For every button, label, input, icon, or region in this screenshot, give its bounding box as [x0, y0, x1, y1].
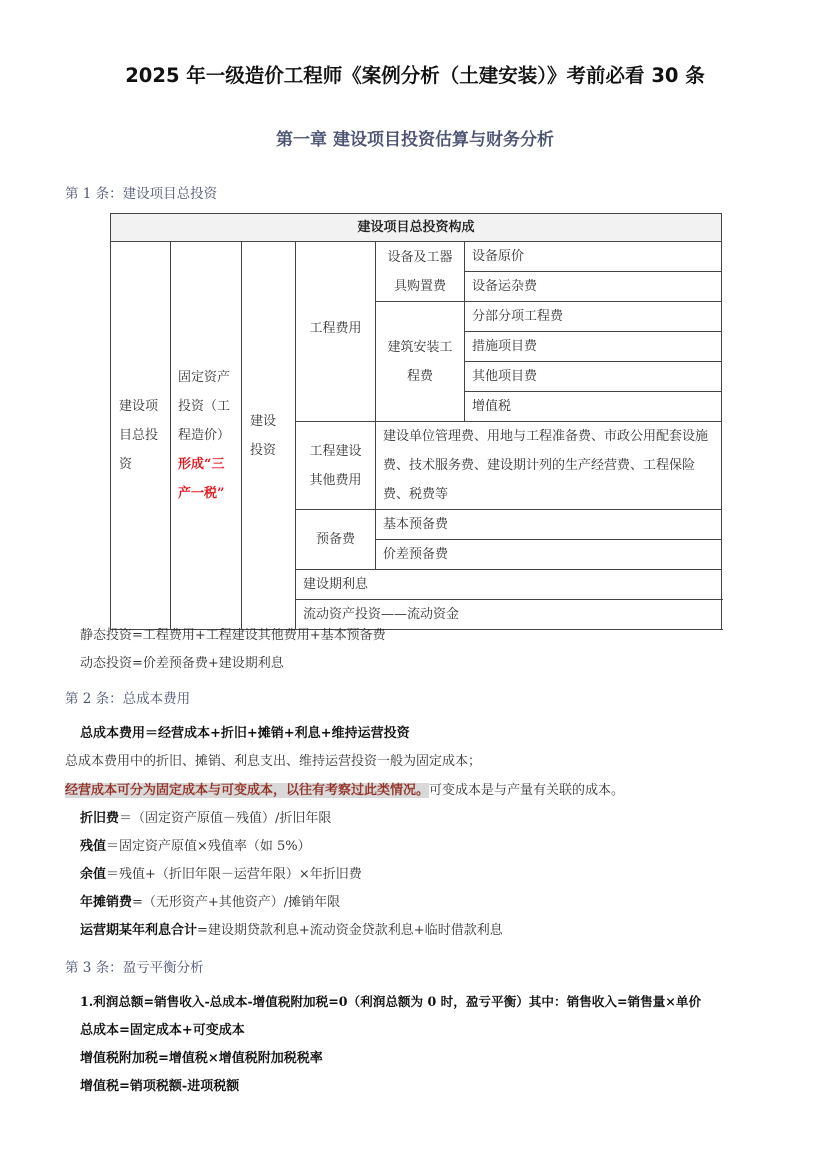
break-even-line-4: 增值税=销项税额-进项税额 — [80, 1079, 240, 1094]
document-title: 2025 年一级造价工程师《案例分析（土建安装）》考前必看 30 条 — [125, 64, 705, 87]
formula-term: 运营期某年利息合计 — [80, 923, 198, 938]
cell-equipment-purchase: 设备及工器具购置费 — [376, 242, 465, 302]
cell-other-cost-detail: 建设单位管理费、用地与工程准备费、市政公用配套设施费、技术服务费、建设期计列的生产经营费、工程保险费、税费等 — [376, 422, 722, 510]
formula-residual-value — [80, 835, 311, 854]
fixed-asset-red-text: 形成“三产一税” — [178, 457, 225, 501]
static-investment-formula: 静态投资=工程费用+工程建设其他费用+基本预备费 — [80, 628, 386, 643]
cell-construction-install: 建筑安装工程费 — [376, 302, 465, 422]
dynamic-investment-formula: 动态投资=价差预备费+建设期利息 — [80, 656, 284, 671]
table-header: 建设项目总投资构成 — [111, 214, 722, 242]
total-cost-formula: 总成本费用＝经营成本+折旧+摊销+利息+维持运营投资 — [80, 726, 410, 741]
cell-construction-investment: 建设投资 — [242, 242, 296, 630]
formula-amortization — [80, 891, 340, 910]
highlighted-note: 经营成本可分为固定成本与可变成本，以往有考察过此类情况。 — [65, 783, 430, 798]
cell-sub-item-cost: 分部分项工程费 — [465, 302, 722, 332]
cost-split-note — [65, 779, 624, 798]
investment-composition-table — [110, 213, 722, 630]
cell-measures-cost: 措施项目费 — [465, 332, 722, 362]
formula-depreciation — [80, 807, 331, 826]
fixed-cost-note: 总成本费用中的折旧、摊销、利息支出、维持运营投资一般为固定成本； — [65, 754, 482, 769]
cell-construction-interest: 建设期利息 — [296, 570, 722, 600]
section-3-heading: 第 3 条：盈亏平衡分析 — [65, 960, 204, 976]
formula-expression: ＝（固定资产原值－残值）/折旧年限 — [119, 811, 332, 826]
formula-term: 折旧费 — [80, 811, 120, 826]
formula-expression: ＝残值+（折旧年限－运营年限）×年折旧费 — [106, 867, 362, 882]
cell-equipment-freight: 设备运杂费 — [465, 272, 722, 302]
formula-remaining-value — [80, 863, 362, 882]
section-2-heading: 第 2 条：总成本费用 — [65, 691, 191, 707]
formula-term: 残值 — [80, 839, 107, 854]
formula-interest-total — [80, 919, 503, 938]
cell-other-items-cost: 其他项目费 — [465, 362, 722, 392]
cell-vat: 增值税 — [465, 392, 722, 422]
formula-term: 年摊销费 — [80, 895, 133, 910]
fixed-asset-text: 固定资产投资（工程造价） — [178, 370, 231, 443]
formula-expression: =建设期贷款利息+流动资金贷款利息+临时借款利息 — [197, 923, 503, 938]
formula-expression: =（无形资产+其他资产）/摊销年限 — [132, 895, 341, 910]
cell-basic-contingency: 基本预备费 — [376, 510, 722, 540]
cell-fixed-asset-investment — [171, 242, 242, 630]
break-even-line-1: 1.利润总额=销售收入-总成本-增值税附加税=0（利润总额为 0 时，盈亏平衡）其中：销售收入=销售量×单价 — [80, 994, 702, 1009]
cell-working-capital: 流动资产投资——流动资金 — [296, 600, 722, 630]
break-even-line-2: 总成本=固定成本+可变成本 — [80, 1023, 245, 1038]
variable-cost-note: 可变成本是与产量有关联的成本。 — [429, 783, 625, 798]
formula-term: 余值 — [80, 867, 107, 882]
section-1-heading: 第 1 条：建设项目总投资 — [65, 186, 218, 202]
formula-expression: ＝固定资产原值×残值率（如 5%） — [106, 839, 311, 854]
cell-equipment-original-price: 设备原价 — [465, 242, 722, 272]
cell-total-investment: 建设项目总投资 — [111, 242, 171, 630]
chapter-heading: 第一章 建设项目投资估算与财务分析 — [276, 130, 554, 150]
cell-price-contingency: 价差预备费 — [376, 540, 722, 570]
cell-contingency: 预备费 — [296, 510, 376, 570]
cell-engineering-cost: 工程费用 — [296, 242, 376, 422]
cell-other-construction-cost: 工程建设其他费用 — [296, 422, 376, 510]
break-even-line-3: 增值税附加税=增值税×增值税附加税税率 — [80, 1051, 323, 1066]
